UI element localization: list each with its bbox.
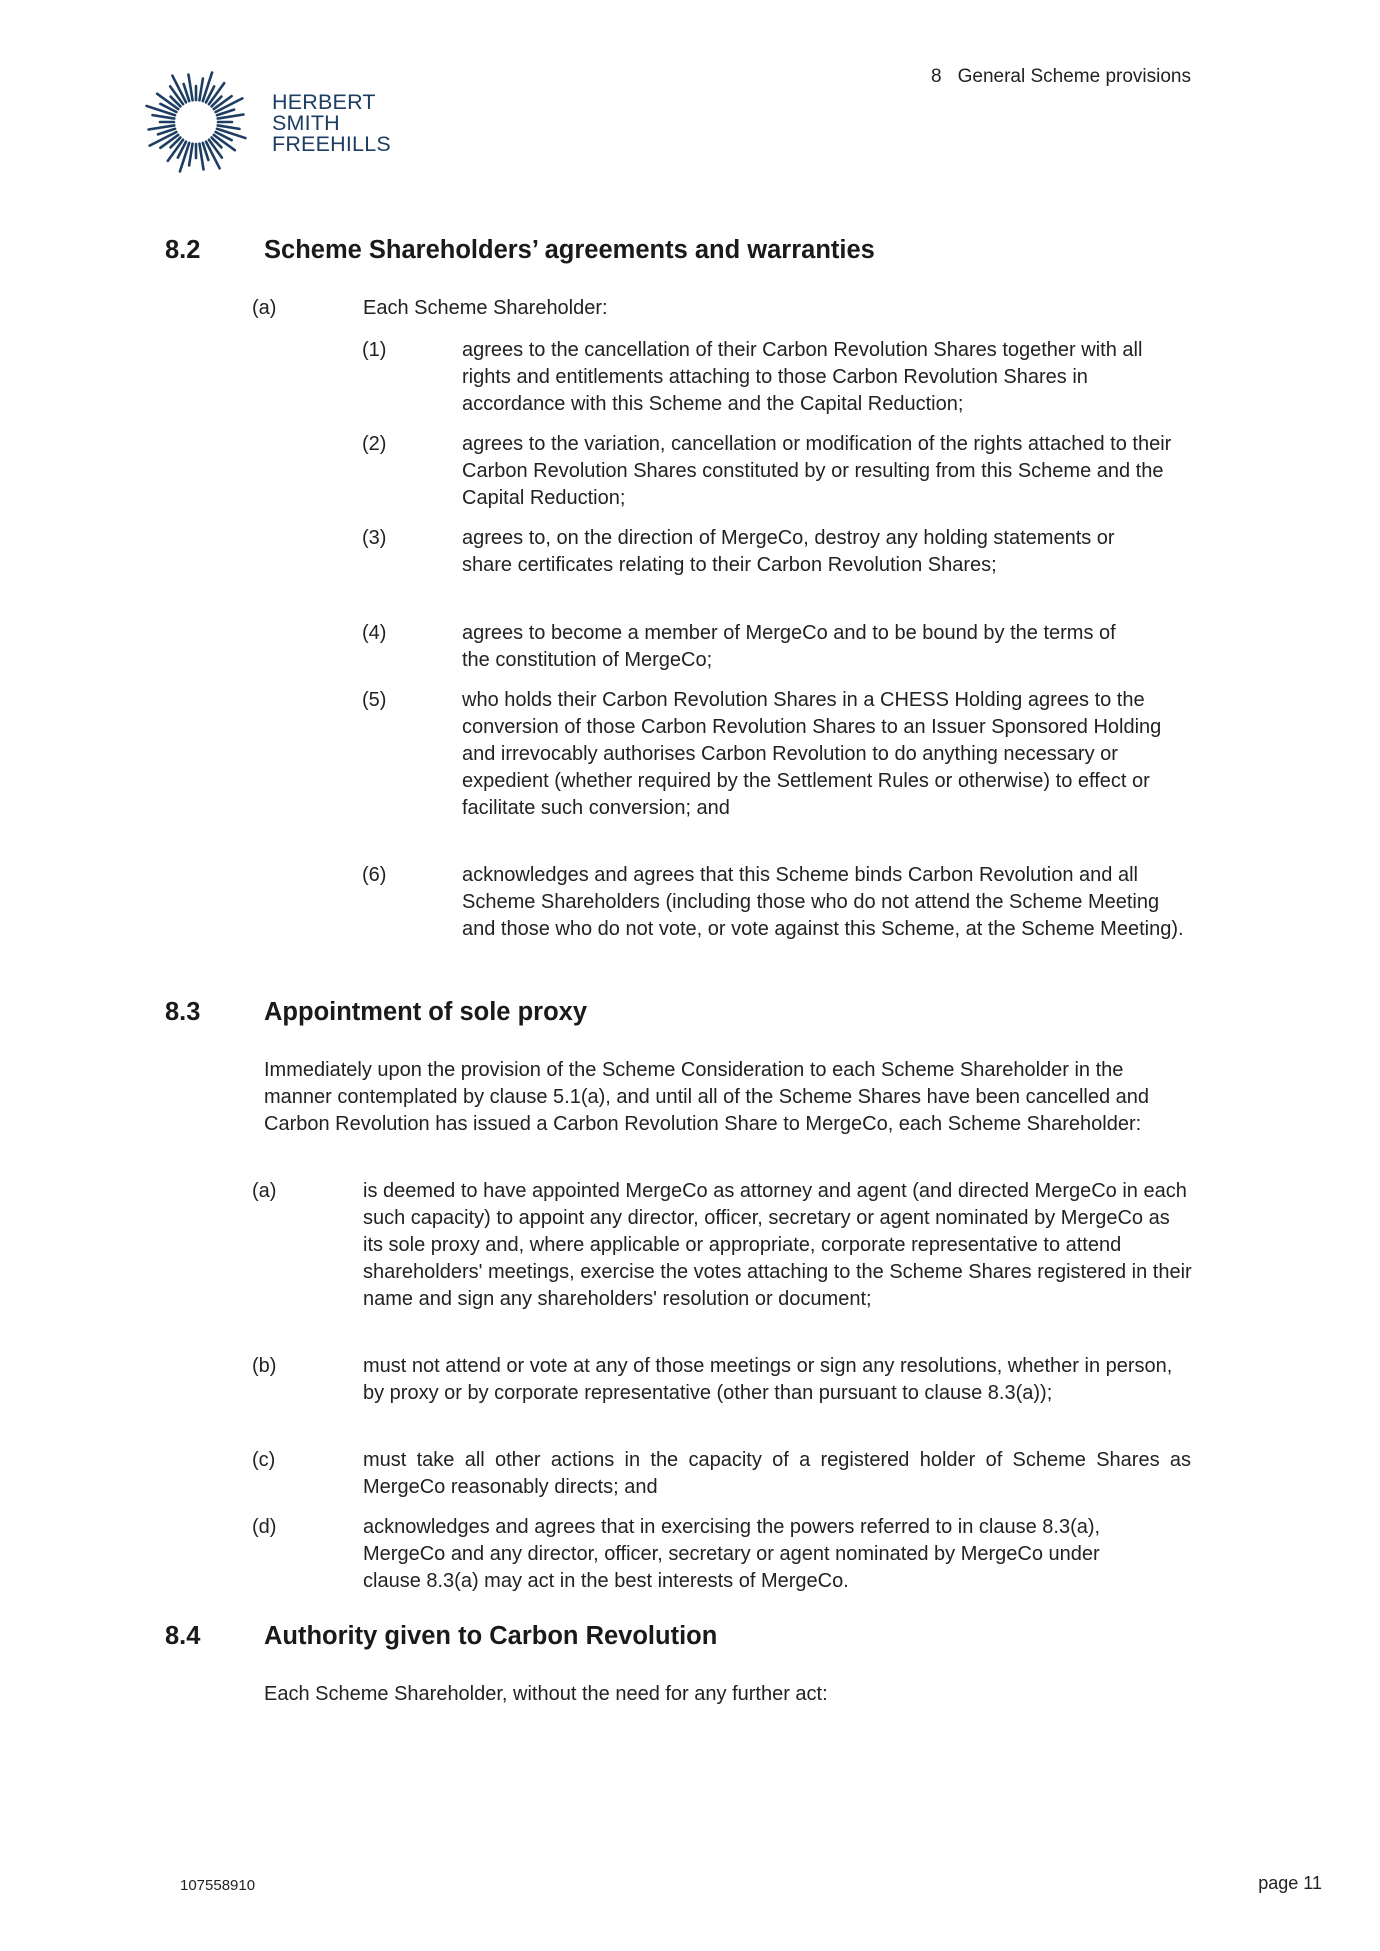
running-head (931, 66, 1191, 88)
document-id: 107558910 (180, 1877, 256, 1894)
heading-title: Appointment of sole proxy (264, 998, 588, 1026)
list-item-label: (3) (362, 527, 387, 549)
list-item-label: (c) (252, 1449, 276, 1471)
page-number: page 11 (1258, 1873, 1322, 1893)
list-item-text: must take all other actions in the capacity of a registered holder of Scheme Shares as MergeCo reasonably directs; and (363, 1449, 1191, 1498)
list-item-text: who holds their Carbon Revolution Shares in a CHESS Holding agrees to the conversion of those Carbon Revolution Shares to an Issuer Sponsored Holding and irrevocably authorises Carbon Revolution to do anything necessary or expedient (whether required by the Settlement Rules or otherwise) to effect or facilitate such conversion; and (462, 689, 1162, 819)
running-head-number: 8 (931, 66, 942, 87)
list-item-label: (2) (362, 433, 387, 455)
list-item-label: (6) (362, 864, 387, 886)
heading-title: Scheme Shareholders’ agreements and warranties (264, 236, 875, 264)
clause-8-4-intro: Each Scheme Shareholder, without the need for any further act: (264, 1683, 828, 1705)
list-item-label: (1) (362, 339, 387, 361)
list-item-text: agrees to become a member of MergeCo and to be bound by the terms of the constitution of MergeCo; (462, 622, 1116, 671)
clause-label: (a) (252, 297, 277, 319)
list-item-text: acknowledges and agrees that this Scheme binds Carbon Revolution and all Scheme Shareholders (including those who do not attend the Scheme Meeting and those who do not vote, or vote against this Scheme, at the Scheme Meeting). (462, 864, 1184, 940)
running-head-title: General Scheme provisions (957, 66, 1191, 87)
list-item-text: agrees to, on the direction of MergeCo, destroy any holding statements or share certificates relating to their Carbon Revolution Shares; (462, 527, 1115, 576)
list-item-label: (a) (252, 1180, 277, 1202)
firm-name-line-2: SMITH (272, 111, 340, 135)
heading-number: 8.2 (165, 236, 201, 264)
list-item-text: agrees to the cancellation of their Carbon Revolution Shares together with all rights and entitlements attaching to those Carbon Revolution Shares in accordance with this Scheme and the Capital Reduction; (462, 339, 1143, 415)
clause-text: Each Scheme Shareholder: (363, 297, 608, 319)
list-item-label: (d) (252, 1516, 277, 1538)
firm-name (272, 92, 391, 155)
list-item-label: (4) (362, 622, 387, 644)
sunburst-logo-icon (138, 62, 258, 182)
list-item-label: (5) (362, 689, 387, 711)
firm-name-line-1: HERBERT (272, 90, 376, 114)
list-item-text: agrees to the variation, cancellation or modification of the rights attached to their Carbon Revolution Shares constituted by or resulting from this Scheme and the Capital Reduction; (462, 433, 1172, 509)
clause-8-3-intro: Immediately upon the provision of the Scheme Consideration to each Scheme Shareholder in the manner contemplated by clause 5.1(a), and until all of the Scheme Shares have been cancelled and Carbon Revolution has issued a Carbon Revolution Share to MergeCo, each Scheme Shareholder: (264, 1059, 1149, 1135)
heading-number: 8.4 (165, 1622, 201, 1650)
heading-title: Authority given to Carbon Revolution (264, 1622, 718, 1650)
firm-name-line-3: FREEHILLS (272, 132, 391, 156)
heading-number: 8.3 (165, 998, 201, 1026)
list-item-text: acknowledges and agrees that in exercising the powers referred to in clause 8.3(a), MergeCo and any director, officer, secretary or agent nominated by MergeCo under clause 8.3(a) may act in the best interests of MergeCo. (363, 1516, 1101, 1592)
list-item-label: (b) (252, 1355, 277, 1377)
list-item-text: must not attend or vote at any of those meetings or sign any resolutions, whether in person, by proxy or by corporate representative (other than pursuant to clause 8.3(a)); (363, 1355, 1173, 1404)
list-item-text: is deemed to have appointed MergeCo as attorney and agent (and directed MergeCo in each such capacity) to appoint any director, officer, secretary or agent nominated by MergeCo as its sole proxy and, where applicable or appropriate, corporate representative to attend shareholders' meetings, exercise the votes attaching to the Scheme Shares registered in their name and sign any shareholders' resolution or document; (363, 1180, 1192, 1310)
